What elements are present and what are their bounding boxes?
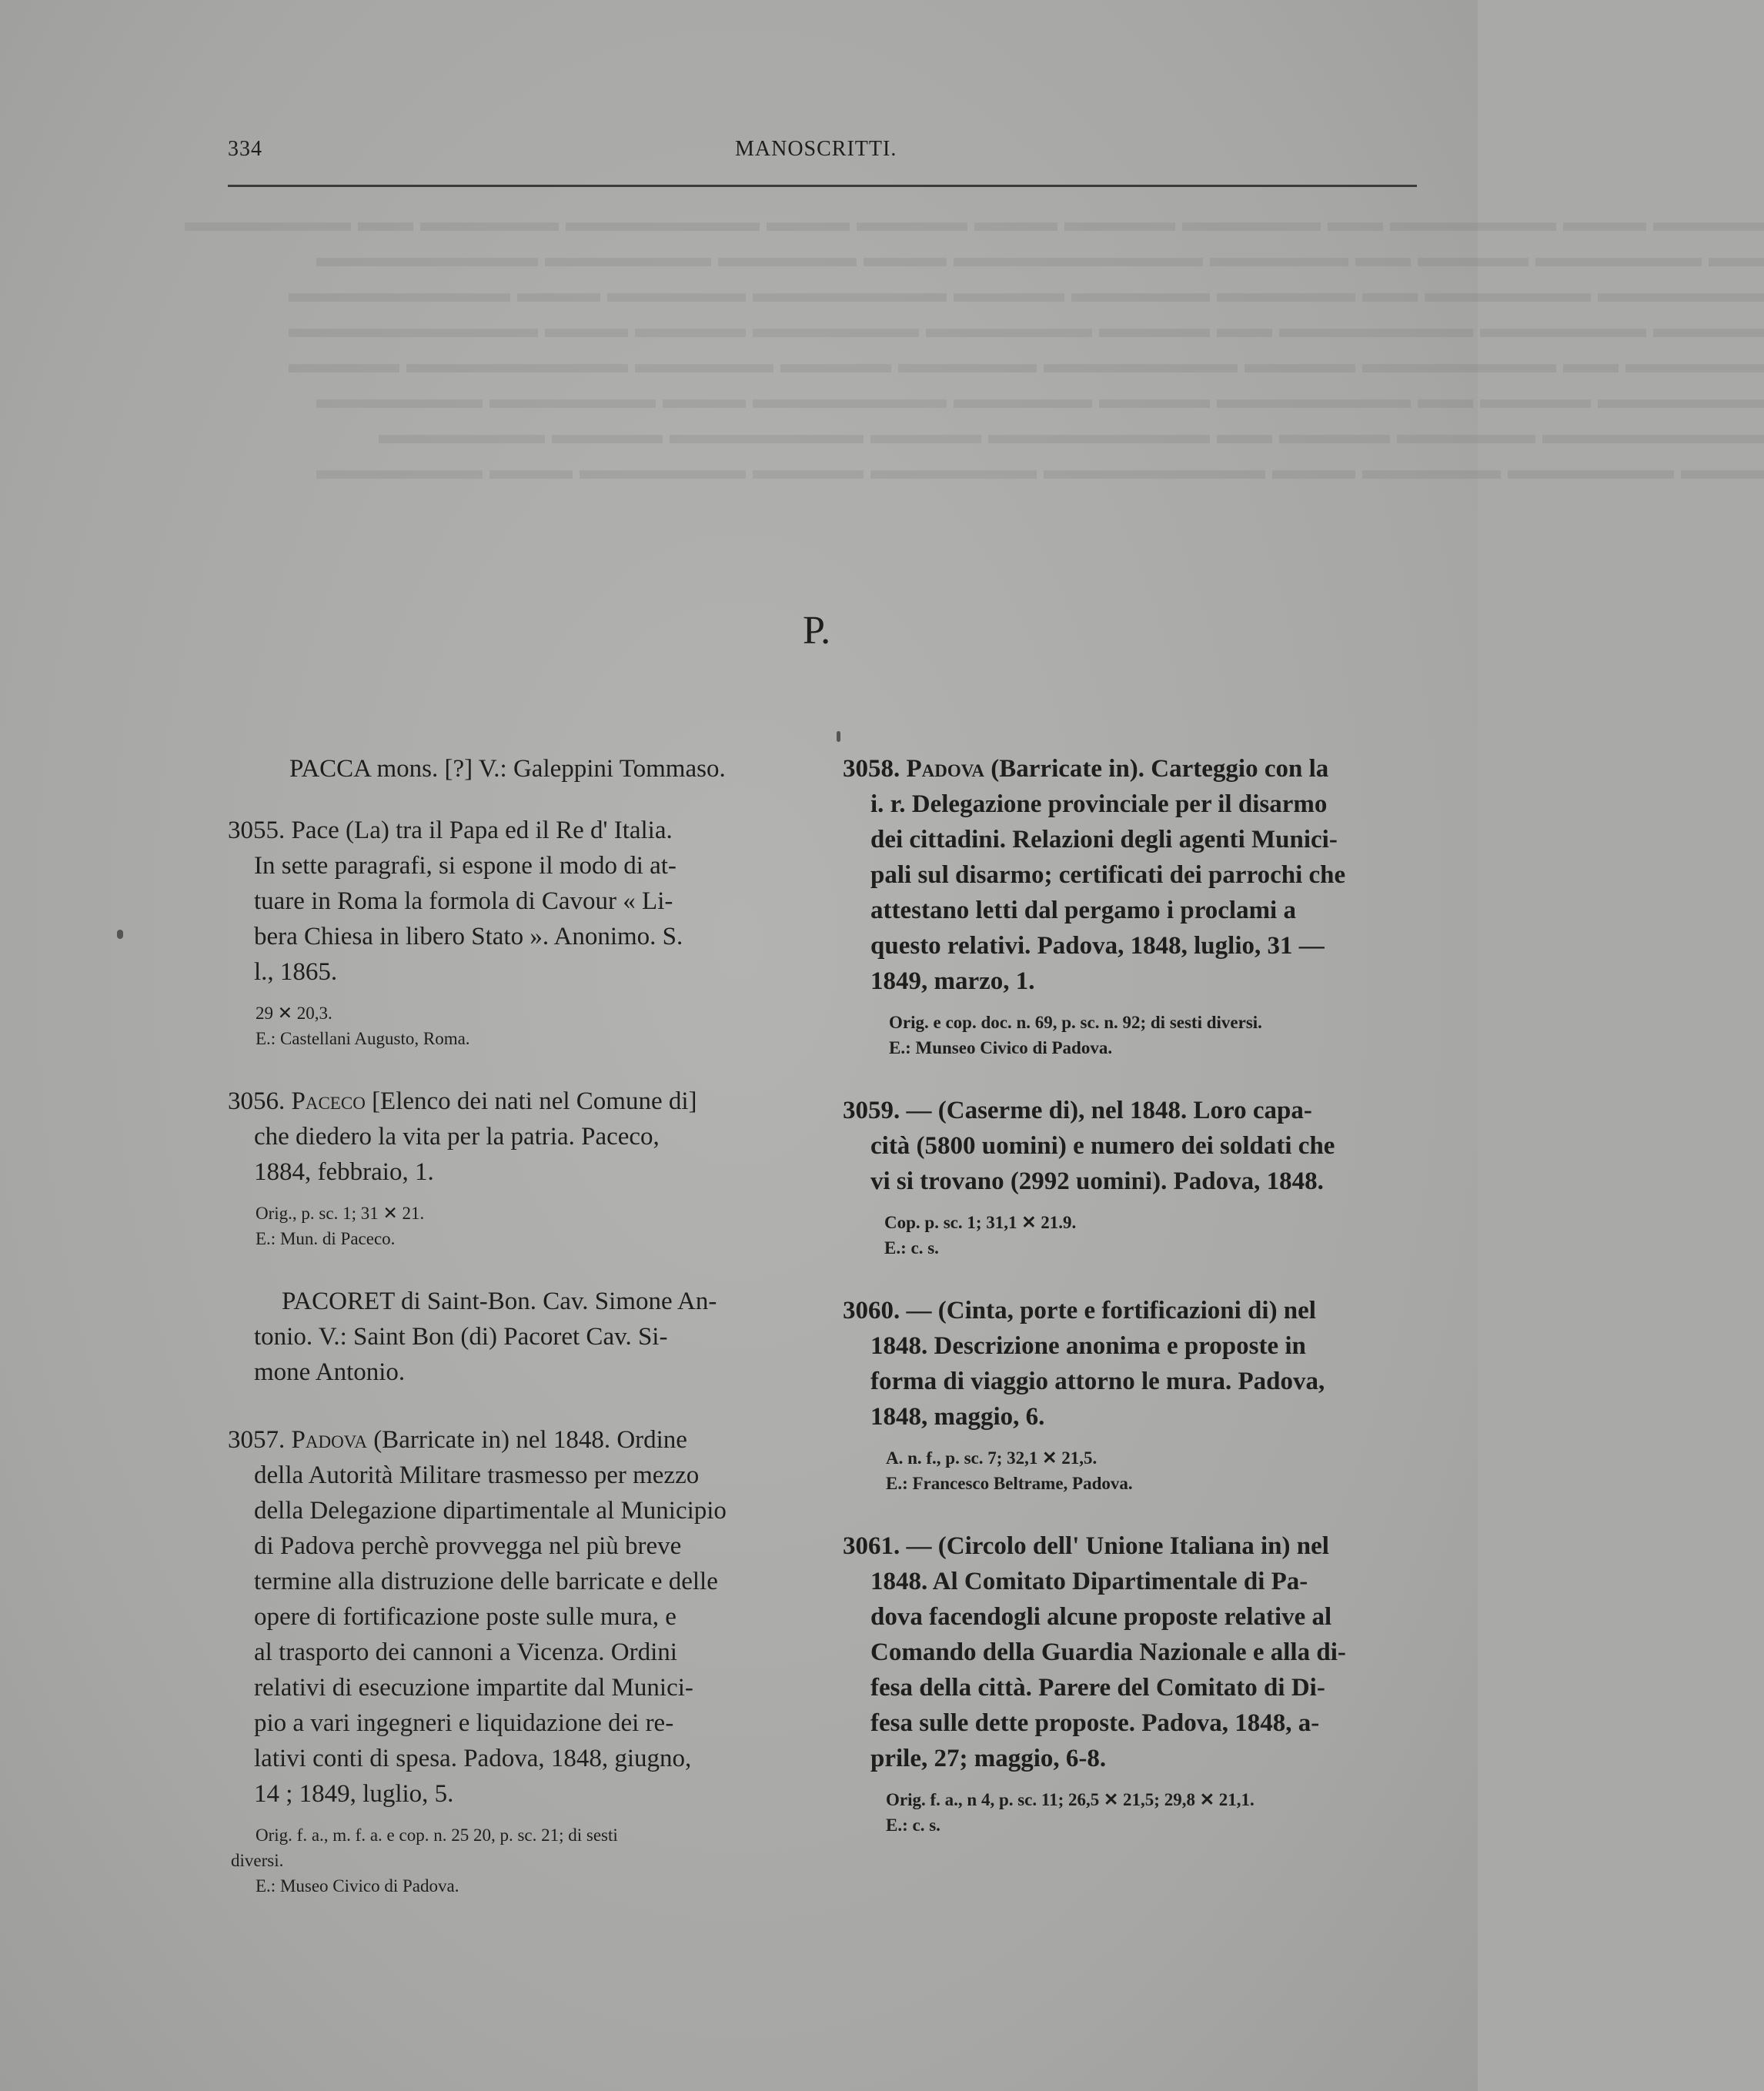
entry-number: 3057.: [228, 1426, 292, 1454]
entry-line: i. r. Delegazione provinciale per il disarmo: [870, 790, 1328, 818]
entry-line: cità (5800 uomini) e numero dei soldati che: [870, 1132, 1335, 1160]
entry-line-text: (Barricate in). Carteggio con la: [984, 755, 1329, 783]
catalog-entry-3056: [228, 1084, 805, 1251]
entry-line: della Autorità Militare trasmesso per mezzo: [254, 1461, 700, 1489]
right-column: [843, 751, 1418, 1838]
entry-line: 3060. — (Cinta, porte e fortificazioni di) nel: [843, 1297, 1316, 1324]
entry-note: E.: Castellani Augusto, Roma.: [256, 1029, 470, 1048]
entry-line: forma di viaggio attorno le mura. Padova,: [870, 1368, 1325, 1395]
catalog-entry-3061: [843, 1528, 1418, 1838]
entry-line: Comando della Guardia Nazionale e alla di-: [870, 1638, 1346, 1666]
entry-note: Orig. f. a., n 4, p. sc. 11; 26,5 ✕ 21,5; 29,8 ✕ 21,1.: [886, 1790, 1255, 1809]
entry-note: A. n. f., p. sc. 7; 32,1 ✕ 21,5.: [886, 1448, 1097, 1468]
entry-line: tuare in Roma la formola di Cavour « Li-: [254, 887, 673, 915]
catalog-entry-3055: [228, 813, 805, 1051]
entry-line: [843, 751, 1418, 787]
entry-line: PACORET di Saint-Bon. Cav. Simone An-: [282, 1288, 717, 1315]
entry-line: che diedero la vita per la patria. Paceco,: [254, 1123, 660, 1151]
entry-line: In sette paragrafi, si espone il modo di at-: [254, 852, 677, 880]
running-head: MANOSCRITTI.: [735, 137, 897, 161]
entry-note: Cop. p. sc. 1; 31,1 ✕ 21.9.: [884, 1213, 1077, 1232]
entry-heading: Padova: [291, 1426, 367, 1454]
entry-line: della Delegazione dipartimentale al Municipio: [254, 1497, 727, 1525]
entry-number: 3056.: [228, 1087, 292, 1115]
entry-note: diversi.: [231, 1851, 284, 1870]
entry-note: E.: Mun. di Paceco.: [256, 1229, 396, 1248]
entry-line: fesa della città. Parere del Comitato di Di-: [870, 1674, 1325, 1702]
entry-line: 1848, maggio, 6.: [870, 1403, 1045, 1431]
catalog-entry-3057: [228, 1422, 805, 1899]
entry-note: Orig. e cop. doc. n. 69, p. sc. n. 92; di sesti diversi.: [889, 1013, 1262, 1032]
page-number: 334: [228, 137, 262, 161]
entry-line: 1884, febbraio, 1.: [254, 1158, 434, 1186]
entry-line: PACCA mons. [?] V.: Galeppini Tommaso.: [289, 755, 726, 783]
ink-speck: [117, 930, 123, 939]
entry-line: di Padova perchè provvegga nel più breve: [254, 1532, 682, 1560]
cross-reference-entry: [228, 751, 805, 787]
entry-line-text: (Barricate in) nel 1848. Ordine: [366, 1426, 687, 1454]
page-header: [0, 137, 1478, 168]
entry-line: questo relativi. Padova, 1848, luglio, 31 —: [870, 932, 1325, 960]
entry-note: E.: c. s.: [884, 1238, 939, 1258]
entry-note: Orig. f. a., m. f. a. e cop. n. 25 20, p. sc. 21; di sesti: [256, 1825, 618, 1845]
cross-reference-entry: [228, 1284, 805, 1390]
catalog-entry-3060: [843, 1293, 1418, 1496]
entry-line: dova facendogli alcune proposte relative al: [870, 1603, 1332, 1631]
entry-heading: Padova: [906, 755, 985, 783]
entry-line: mone Antonio.: [254, 1358, 406, 1386]
catalog-entry-3058: [843, 751, 1418, 1061]
entry-line: l., 1865.: [254, 958, 338, 986]
entry-line: dei cittadini. Relazioni degli agenti Munici-: [870, 826, 1338, 853]
entry-note: E.: Francesco Beltrame, Padova.: [886, 1474, 1133, 1493]
entry-line: 1848. Al Comitato Dipartimentale di Pa-: [870, 1568, 1308, 1595]
entry-line-text: [Elenco dei nati nel Comune di]: [365, 1087, 697, 1115]
entry-line: opere di fortificazione poste sulle mura, e: [254, 1603, 677, 1631]
entry-line: bera Chiesa in libero Stato ». Anonimo. S.: [254, 923, 683, 950]
entry-line: termine alla distruzione delle barricate e delle: [254, 1568, 718, 1595]
entry-line: tonio. V.: Saint Bon (di) Pacoret Cav. Si-: [254, 1323, 668, 1351]
entry-note: Orig., p. sc. 1; 31 ✕ 21.: [256, 1204, 425, 1223]
entry-heading: Paceco: [291, 1087, 366, 1115]
entry-note: 29 ✕ 20,3.: [256, 1004, 332, 1023]
entry-line: fesa sulle dette proposte. Padova, 1848, a-: [870, 1709, 1320, 1737]
entry-line: 3055. Pace (La) tra il Papa ed il Re d' Italia.: [228, 817, 673, 844]
left-column: [228, 751, 805, 1899]
entry-line: 1848. Descrizione anonima e proposte in: [870, 1332, 1306, 1360]
entry-number: 3058.: [843, 755, 907, 783]
ink-speck: [837, 731, 840, 742]
entry-line: 1849, marzo, 1.: [870, 967, 1035, 995]
entry-line: [228, 1422, 805, 1458]
entry-note: E.: Munseo Civico di Padova.: [889, 1038, 1113, 1057]
entry-line: attestano letti dal pergamo i proclami a: [870, 897, 1296, 924]
entry-line: 3059. — (Caserme di), nel 1848. Loro capa-: [843, 1097, 1312, 1124]
entry-line: 3061. — (Circolo dell' Unione Italiana in) nel: [843, 1532, 1329, 1560]
entry-note: E.: Museo Civico di Padova.: [256, 1876, 459, 1896]
section-letter: P.: [803, 609, 831, 653]
catalog-entry-3059: [843, 1093, 1418, 1261]
entry-line: pali sul disarmo; certificati dei parrochi che: [870, 861, 1346, 889]
entry-line: 14 ; 1849, luglio, 5.: [254, 1780, 454, 1808]
entry-line: prile, 27; maggio, 6-8.: [870, 1745, 1107, 1772]
entry-line: al trasporto dei cannoni a Vicenza. Ordini: [254, 1638, 677, 1666]
entry-line: lativi conti di spesa. Padova, 1848, giugno,: [254, 1745, 692, 1772]
entry-line: pio a vari ingegneri e liquidazione dei re-: [254, 1709, 674, 1737]
header-rule: [228, 185, 1417, 187]
entry-line: vi si trovano (2992 uomini). Padova, 1848.: [870, 1167, 1324, 1195]
entry-line: [228, 1084, 805, 1119]
entry-line: relativi di esecuzione impartite dal Munici-: [254, 1674, 693, 1702]
entry-note: E.: c. s.: [886, 1815, 940, 1835]
bleed-through-text: ▬▬▬▬ ▬▬▬ ▬▬▬▬▬▬ ▬▬ ▬▬▬▬▬ ▬▬▬▬ ▬▬▬ ▬▬▬▬ ▬▬▬ ▬▬▬▬▬▬▬ ▬▬▬▬▬ ▬▬ ▬▬▬▬▬▬ ▬▬ ▬▬▬▬▬▬ ▬▬▬▬ ▬▬ ▬▬▬▬▬ ▬▬▬▬▬▬▬▬▬ ▬▬▬ ▬▬▬▬▬ ▬▬▬▬▬▬ ▬▬▬▬▬▬▬▬ ▬▬▬▬▬▬ ▬▬▬▬▬▬ ▬▬ ▬▬▬▬▬ ▬▬▬▬▬ ▬▬▬▬ ▬▬▬▬▬▬▬ ▬▬▬▬▬ ▬▬▬ ▬▬▬▬▬▬▬▬ ▬▬▬▬ ▬▬▬▬▬▬ ▬▬▬▬▬▬▬ ▬▬ ▬▬▬▬ ▬▬▬▬▬▬ ▬▬▬▬▬▬ ▬▬▬▬ ▬▬▬ ▬▬▬▬▬▬▬▬▬ ▬▬▬▬▬ ▬▬ ▬▬▬▬▬▬▬ ▬▬▬▬ ▬▬▬▬▬▬▬ ▬▬▬▬▬ ▬▬▬▬ ▬▬▬▬▬ ▬▬▬▬▬▬▬▬ ▬▬▬▬ ▬▬▬▬▬▬ ▬▬▬▬ ▬▬ ▬▬▬▬▬▬▬ ▬▬▬▬ ▬▬▬▬▬ ▬▬▬▬▬▬▬ ▬▬▬ ▬▬▬▬▬▬ ▬▬▬▬▬▬ ▬▬▬▬▬▬▬▬ ▬▬▬▬▬ ▬▬▬▬ ▬▬ ▬▬▬▬▬▬▬▬ ▬▬▬▬ ▬▬▬▬▬▬▬ ▬▬▬▬ ▬▬▬▬▬▬ ▬▬▬ ▬▬▬▬▬▬ ▬▬▬▬▬ ▬▬▬ ▬▬▬▬▬▬▬▬ ▬▬▬▬▬▬ ▬▬▬▬ ▬▬▬▬▬▬ ▬▬▬ ▬▬▬▬▬▬: [185, 206, 1764, 485]
